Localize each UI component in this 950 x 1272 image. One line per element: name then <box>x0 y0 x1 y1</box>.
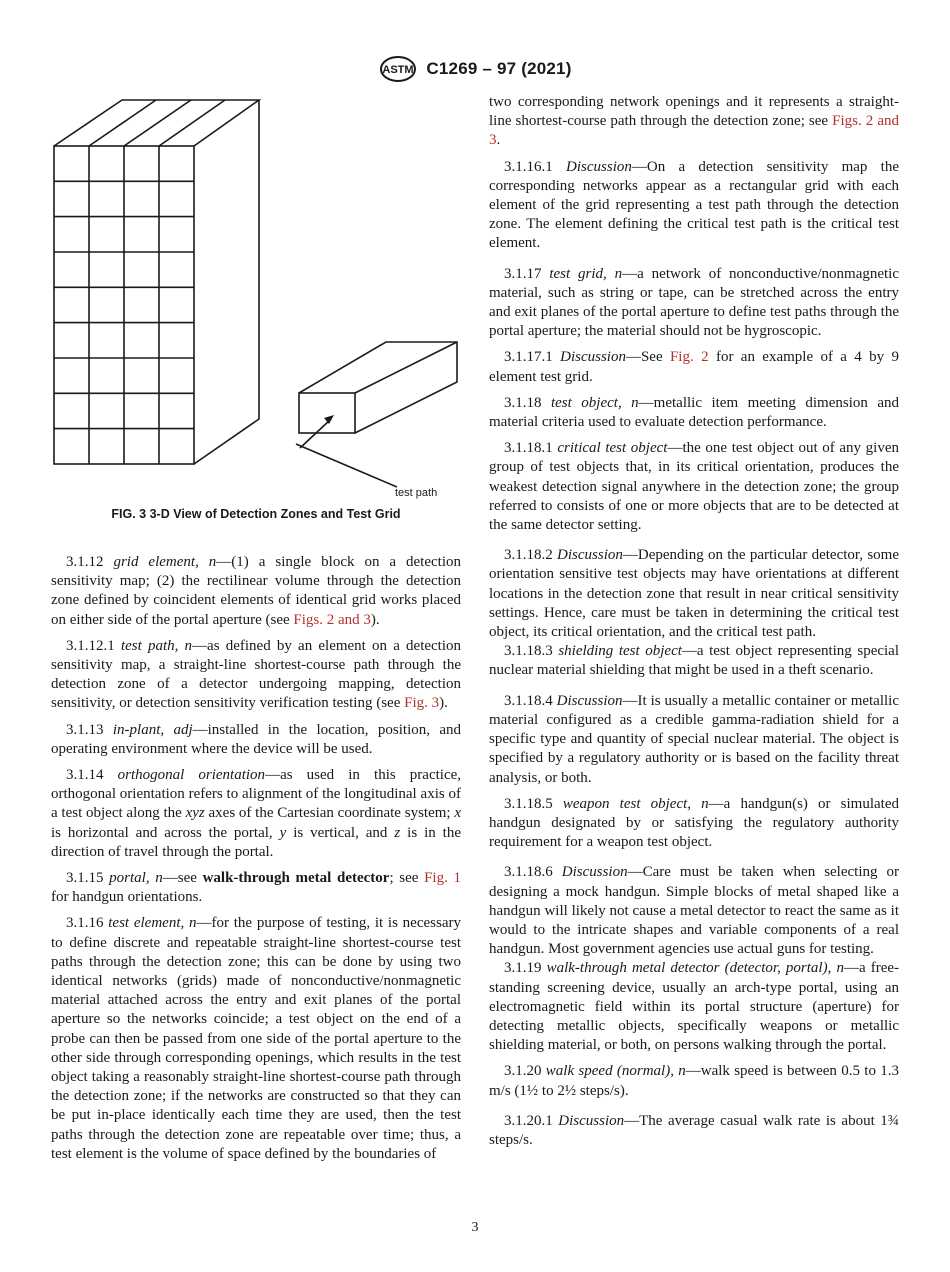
definition-3-1-20: 3.1.20 walk speed (normal), n—walk speed is between 0.5 to 1.3 m/s (1½ to 2½ steps/s). <box>489 1063 899 1099</box>
definition-3-1-15: 3.1.15 portal, n—see walk-through metal detector; see Fig. 1 for handgun orientations. <box>51 870 462 906</box>
definition-3-1-12-1: 3.1.12.1 test path, n—as defined by an element on a detection sensitivity map, a straight-line shortest-course path through the detection zone of a detector undergoing mapping, detection sensitivity, or detection sensitivity verification testing (see Fig. 3). <box>51 637 462 712</box>
page-number: 3 <box>471 1220 479 1235</box>
standard-designation: C1269 – 97 (2021) <box>426 59 572 78</box>
page-header <box>0 55 950 85</box>
discussion-3-1-17-1: 3.1.17.1 Discussion—See Fig. 2 for an example of a 4 by 9 element test grid. <box>489 349 900 385</box>
definition-3-1-13: 3.1.13 in-plant, adj—installed in the location, position, and operating environment where the device will be used. <box>51 721 461 757</box>
definition-3-1-19: 3.1.19 walk-through metal detector (detector, portal), n—a free-standing screening device, usually an arch-type portal, using an electromagnetic field within its portal structure (aperture) for detecting metallic objects, specifically weapons or metallic shielding material, or both, on persons walking through the portal. <box>489 960 900 1054</box>
definition-3-1-18: 3.1.18 test object, n—metallic item meeting dimension and material criteria used to evaluate detection performance. <box>489 394 900 431</box>
link-figs-2-3[interactable]: Figs. 2 and 3 <box>293 611 371 628</box>
discussion-3-1-18-2: 3.1.18.2 Discussion—Depending on the particular detector, some orientation sensitive test objects may have orientations at different locations in the detection zone that result in near critical sensitivity settings. Hence, care must be taken in determining the critical test object, its critical orientation, and the critical test path. <box>489 547 899 641</box>
definition-3-1-18-5: 3.1.18.5 weapon test object, n—a handgun(s) or simulated handgun designated by or satisfying the regulatory authority requirement for a weapon test object. <box>489 795 899 851</box>
figure-3-drawing <box>40 90 480 530</box>
definition-3-1-18-3: 3.1.18.3 shielding test object—a test object representing special nuclear material shielding that might be used in a theft scenario. <box>489 643 900 679</box>
definition-3-1-12: 3.1.12 grid element, n—(1) a single block on a detection sensitivity map; (2) the rectilinear volume through the detection zone defined by coincident elements of identical grid works placed on either side of the portal aperture (see Figs. 2 and 3). <box>51 554 462 628</box>
left-column <box>51 553 461 1164</box>
link-fig-3[interactable]: Fig. 3 <box>404 695 440 712</box>
definition-3-1-16-cont: two corresponding network openings and it represents a straight-line shortest-course path through the detection zone; see Figs. 2 and 3. <box>489 94 899 149</box>
definition-3-1-17: 3.1.17 test grid, n—a network of nonconductive/nonmagnetic material, such as string or tape, can be stretched across the entry and exit planes of the portal aperture to define test paths through the portal aperture; the material should not be hygroscopic. <box>489 265 899 340</box>
discussion-3-1-16-1: 3.1.16.1 Discussion—On a detection sensitivity map the corresponding networks appear as a rectangular grid with each element of the grid representing a test path through the detection zone. The element defining the critical test path is the critical test element. <box>489 158 900 252</box>
right-column <box>489 93 899 1150</box>
svg-text:ASTM: ASTM <box>382 64 414 76</box>
astm-logo-icon <box>378 55 418 83</box>
definition-3-1-16: 3.1.16 test element, n—for the purpose of testing, it is necessary to define discrete and repeatable straight-line shortest-course test paths through the detection zone; this can be done by using two identical networks (grids) made of nonconductive/nonmagnetic material attached across the entry and exit planes of the portal aperture so the networks coincide; a test object on the end of a probe can then be passed from one side of the portal aperture to the other side through corresponding openings, which results in the test object taking a reasonably straight-line shortest-course path through the detection zone; if the networks are constructed so that they can be put in-place identically each time they are used, then the test paths through the detection zone are repeatable over time; thus, a test element is the volume of space defined by the boundaries of <box>51 915 461 1162</box>
discussion-3-1-18-6: 3.1.18.6 Discussion—Care must be taken when selecting or designing a mock handgun. Simple blocks of metal shaped like a handgun will likely not cause a metal detector to react the same as it would to the intricate shapes and variable components of a real handgun. Most government agencies use actual guns for testing. <box>489 864 899 958</box>
figure-label-test-path: test path <box>395 487 438 499</box>
discussion-3-1-20-1: 3.1.20.1 Discussion—The average casual walk rate is about 1¾ steps/s. <box>489 1112 900 1148</box>
link-fig-2[interactable]: Fig. 2 <box>669 349 709 366</box>
link-fig-1[interactable]: Fig. 1 <box>424 870 462 887</box>
discussion-3-1-18-4: 3.1.18.4 Discussion—It is usually a metallic container or metallic material configured as a credible gamma-radiation shield for a specific type and quantity of special nuclear material. The object is specified by a regulatory authority or is based on the facility threat analysis, or both. <box>489 692 900 786</box>
figure-caption: FIG. 3 3-D View of Detection Zones and Test Grid <box>111 507 401 521</box>
link-figs-2-3-b[interactable]: Figs. 2 and 3 <box>489 113 899 149</box>
definition-3-1-14: 3.1.14 orthogonal orientation—as used in this practice, orthogonal orientation refers to alignment of the longitudinal axis of a test object along the xyz axes of the Cartesian coordinate system; x is horizontal and across the portal, y is vertical, and z is in the direction of travel through the portal. <box>51 767 462 860</box>
definition-3-1-18-1: 3.1.18.1 critical test object—the one test object out of any given group of test objects that, in its critical orientation, produces the weakest detection signal anywhere in the detection zone; the group referred to consists of one or more objects that are to be detected at the same detector setting. <box>489 440 900 534</box>
